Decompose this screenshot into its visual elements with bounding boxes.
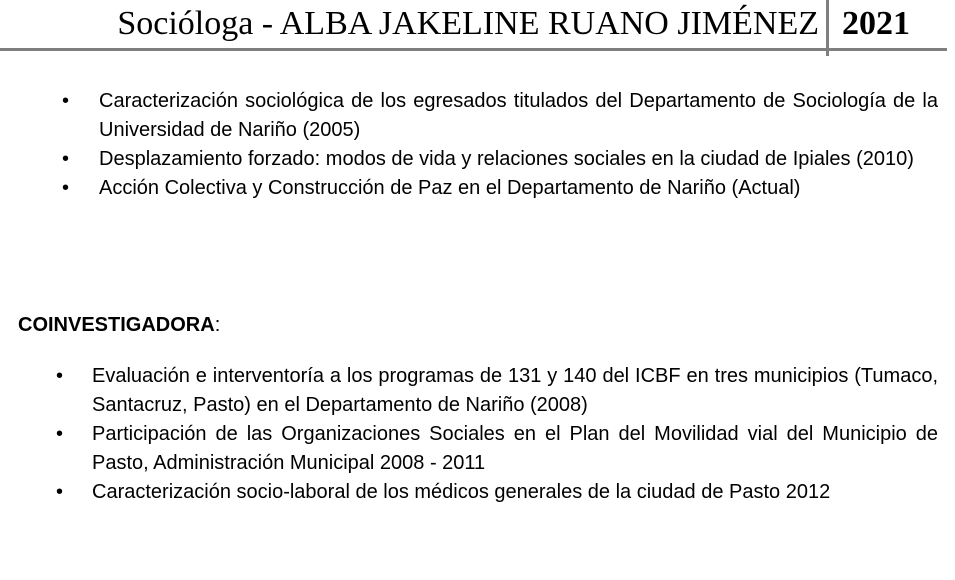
coinvestigator-heading-text: COINVESTIGADORA: [18, 314, 215, 336]
list-item-text: Participación de las Organizaciones Sociales en el Plan del Movilidad vial del Municipio de Pasto, Administración Municipal 2008 - 2011: [92, 423, 938, 474]
list-item-text: Caracterización socio-laboral de los médicos generales de la ciudad de Pasto 2012: [92, 481, 831, 503]
bullet-icon: •: [62, 177, 70, 199]
list-item: [0, 420, 955, 478]
coinvestigator-projects-list: [0, 362, 955, 507]
coinvestigator-heading-colon: :: [214, 314, 221, 336]
page-header: [0, 0, 955, 56]
list-item: [0, 174, 955, 203]
bullet-icon: •: [56, 423, 64, 445]
bullet-icon: •: [56, 365, 64, 387]
bullet-icon: •: [62, 148, 70, 170]
list-item: [0, 362, 955, 420]
list-item-text: Desplazamiento forzado: modos de vida y relaciones sociales en la ciudad de Ipiales (2010): [99, 148, 914, 170]
bullet-icon: •: [56, 481, 64, 503]
coinvestigator-heading: [18, 311, 220, 340]
header-year: 2021: [842, 5, 910, 42]
list-item: [0, 478, 955, 507]
coinvestigator-projects-section: [0, 362, 955, 507]
list-item-text: Caracterización sociológica de los egresados titulados del Departamento de Sociología de la Universidad de Nariño (2005): [99, 90, 938, 141]
header-rule: [0, 48, 947, 51]
investigator-projects-list: [0, 87, 955, 203]
list-item-text: Acción Colectiva y Construcción de Paz en el Departamento de Nariño (Actual): [99, 177, 801, 199]
list-item-text: Evaluación e interventoría a los programas de 131 y 140 del ICBF en tres municipios (Tumaco, Santacruz, Pasto) en el Departamento de Nariño (2008): [92, 365, 938, 416]
list-item: [0, 87, 955, 145]
investigator-projects-section: [0, 87, 955, 203]
list-item: [0, 145, 955, 174]
bullet-icon: •: [62, 90, 70, 112]
page-title: Socióloga - ALBA JAKELINE RUANO JIMÉNEZ: [117, 5, 819, 42]
